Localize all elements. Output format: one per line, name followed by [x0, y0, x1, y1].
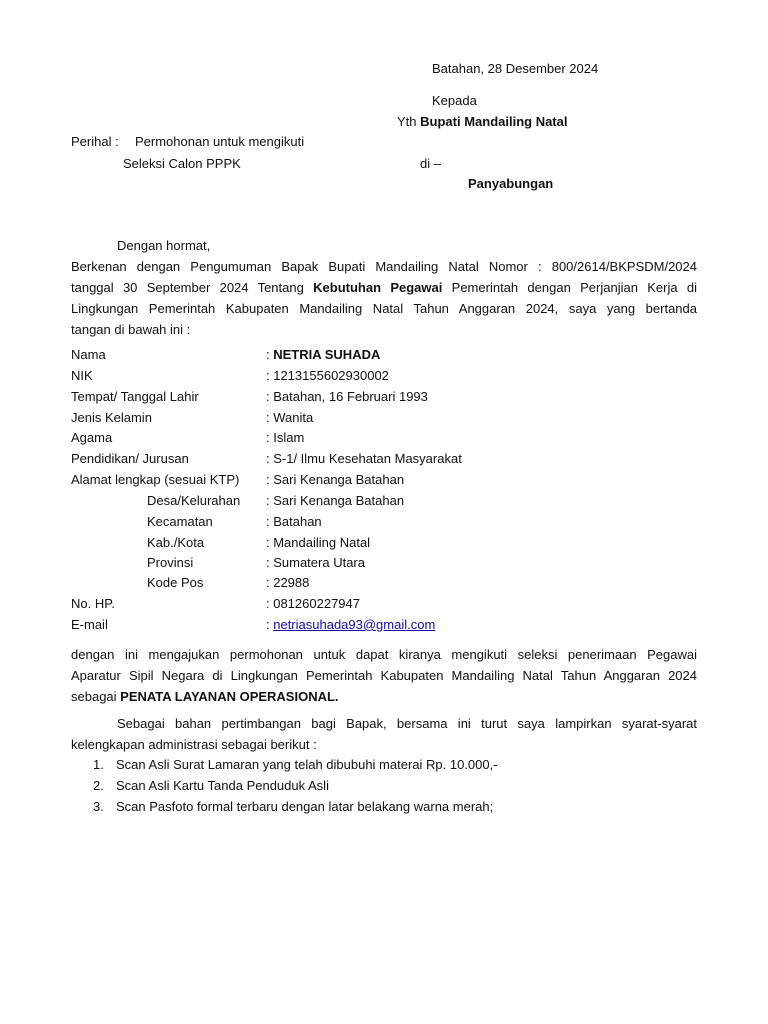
- field-value: : Sari Kenanga Batahan: [266, 472, 405, 487]
- field-label: Pendidikan/ Jurusan: [71, 451, 189, 466]
- intro-line-4: tangan di bawah ini :: [71, 322, 191, 337]
- field-value: : Wanita: [266, 410, 314, 425]
- to-label: Kepada: [432, 93, 477, 108]
- field-value: : Mandailing Natal: [266, 535, 371, 550]
- email-link[interactable]: netriasuhada93@gmail.com: [273, 617, 436, 632]
- intro-paragraph: [71, 256, 697, 340]
- field-label: Agama: [71, 430, 113, 445]
- di-label: di –: [420, 156, 441, 171]
- field-value: : Batahan, 16 Februari 1993: [266, 389, 428, 404]
- field-label: No. HP.: [71, 596, 115, 611]
- field-colon: :: [266, 617, 274, 632]
- field-value: : S-1/ Ilmu Kesehatan Masyarakat: [266, 451, 462, 466]
- city: Panyabungan: [468, 176, 554, 191]
- intro-line-3: Lingkungan Pemerintah Kabupaten Mandailing Natal Tahun Anggaran 2024, saya yang bertanda: [71, 301, 697, 316]
- application-line-1: dengan ini mengajukan permohonan untuk dapat kiranya mengikuti seleksi penerimaan Pegawai: [71, 647, 697, 662]
- attachment-intro-line-2: kelengkapan administrasi sebagai berikut :: [71, 737, 317, 752]
- field-colon: :: [266, 347, 274, 362]
- attachment-intro-line-1: Sebagai bahan pertimbangan bagi Bapak, bersama ini turut saya lampirkan syarat-syarat: [117, 716, 697, 731]
- intro-line-2: [71, 277, 697, 298]
- field-label: Nama: [71, 347, 106, 362]
- yth-prefix: Yth: [397, 114, 417, 129]
- recipient-line: [397, 114, 567, 130]
- list-number: 2.: [93, 778, 104, 793]
- intro-line-2-a: tanggal 30 September 2024 Tentang: [71, 280, 314, 295]
- perihal-line-1: Permohonan untuk mengikuti: [135, 134, 305, 149]
- application-line-3: [71, 686, 697, 707]
- list-number: 1.: [93, 757, 104, 772]
- list-item: [93, 778, 329, 794]
- list-text: Scan Pasfoto formal terbaru dengan latar belakang warna merah;: [116, 799, 494, 814]
- field-value: : 1213155602930002: [266, 368, 389, 383]
- intro-line-2-c: Pemerintah dengan Perjanjian Kerja di: [442, 280, 697, 295]
- perihal-label: Perihal :: [71, 134, 119, 149]
- attachment-intro-paragraph: [71, 713, 697, 755]
- recipient-name: Bupati Mandailing Natal: [420, 114, 568, 129]
- field-label: Tempat/ Tanggal Lahir: [71, 389, 199, 404]
- field-label: E-mail: [71, 617, 108, 632]
- field-value: : Batahan: [266, 514, 322, 529]
- list-number: 3.: [93, 799, 104, 814]
- field-value: [266, 617, 435, 633]
- applicant-name: NETRIA SUHADA: [273, 347, 381, 362]
- list-item: [93, 757, 498, 773]
- field-label: Kode Pos: [147, 575, 204, 590]
- field-value: [266, 347, 380, 363]
- field-label: Kecamatan: [147, 514, 213, 529]
- field-label: Jenis Kelamin: [71, 410, 152, 425]
- field-label: Kab./Kota: [147, 535, 205, 550]
- application-line-2: Aparatur Sipil Negara di Lingkungan Pemerintah Kabupaten Mandailing Natal Tahun Anggaran 2024: [71, 668, 697, 683]
- field-value: : 081260227947: [266, 596, 360, 611]
- field-value: : Sumatera Utara: [266, 555, 365, 570]
- field-label: Alamat lengkap (sesuai KTP): [71, 472, 240, 487]
- field-label: Desa/Kelurahan: [147, 493, 241, 508]
- field-value: : 22988: [266, 575, 310, 590]
- application-line-3-a: sebagai: [71, 689, 121, 704]
- kebutuhan-pegawai: Kebutuhan Pegawai: [313, 280, 443, 295]
- place-date: Batahan, 28 Desember 2024: [432, 61, 599, 76]
- field-value: : Islam: [266, 430, 305, 445]
- intro-line-1: Berkenan dengan Pengumuman Bapak Bupati Mandailing Natal Nomor : 800/2614/BKPSDM/2024: [71, 259, 697, 274]
- position-title: PENATA LAYANAN OPERASIONAL.: [120, 689, 339, 704]
- field-value: : Sari Kenanga Batahan: [266, 493, 405, 508]
- field-label: Provinsi: [147, 555, 194, 570]
- application-paragraph: [71, 644, 697, 707]
- list-text: Scan Asli Kartu Tanda Penduduk Asli: [116, 778, 329, 793]
- list-text: Scan Asli Surat Lamaran yang telah dibubuhi materai Rp. 10.000,-: [116, 757, 498, 772]
- greeting: Dengan hormat,: [117, 238, 211, 253]
- list-item: [93, 799, 493, 815]
- field-label: NIK: [71, 368, 93, 383]
- perihal-line-2: Seleksi Calon PPPK: [123, 156, 241, 171]
